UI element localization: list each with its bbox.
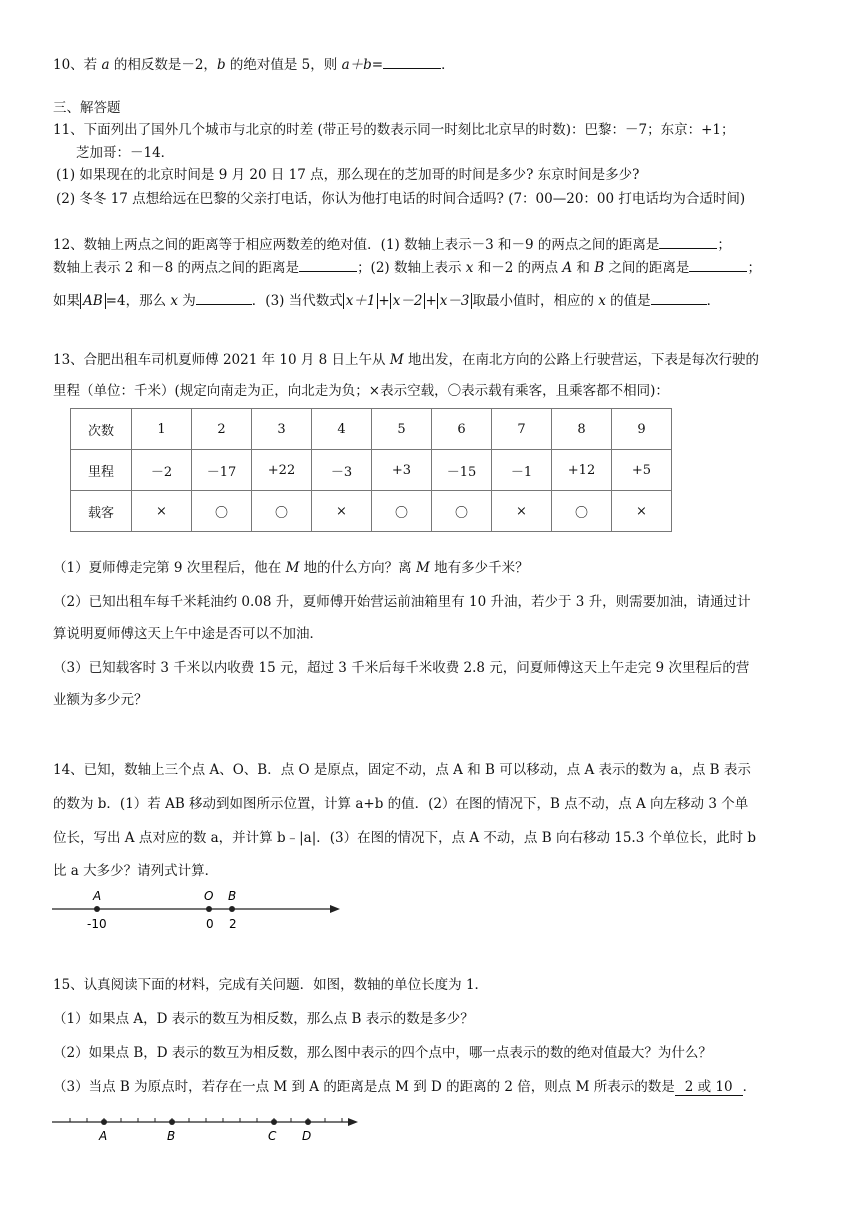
table-cell: × <box>492 491 552 532</box>
q13-point-m: M <box>389 352 404 368</box>
q15-label-d: D <box>302 1129 312 1143</box>
table-cell: 3 <box>252 409 312 450</box>
question-13-sub3-line2: 业额为多少元？ <box>53 692 148 708</box>
q12-text: ． <box>706 293 721 309</box>
table-cell: －15 <box>432 450 492 491</box>
q12-blank-1[interactable] <box>659 234 717 249</box>
table-cell: +22 <box>252 450 312 491</box>
q12-plus: + <box>425 293 437 309</box>
q15-axis-arrow <box>348 1118 358 1126</box>
q12-abs-ab <box>80 293 106 309</box>
q14-axis-arrow <box>330 905 340 913</box>
question-13-sub3-line1: （3）已知载客时 3 千米以内收费 15 元，超过 3 千米后每千米收费 2.8 元，问夏师傅这天上午走完 9 次里程后的营 <box>53 660 750 676</box>
table-cell: 9 <box>612 409 672 450</box>
q10-eq: = <box>371 57 384 73</box>
q12-text: ； <box>717 237 731 253</box>
q12-text: ；(2) 数轴上表示 <box>357 260 466 276</box>
table-cell: 〇 <box>372 491 432 532</box>
q14-label-o: O <box>204 889 214 903</box>
question-12-line3 <box>53 290 720 311</box>
q13-text: 地的什么方向？离 <box>299 560 416 576</box>
question-12-line1 <box>53 234 731 255</box>
table-cell: 〇 <box>252 491 312 532</box>
q14-value-a: -10 <box>87 917 107 931</box>
table-cell: －2 <box>132 450 192 491</box>
table-cell: －3 <box>312 450 372 491</box>
q14-value-b: 2 <box>229 917 237 931</box>
q12-text: ．(3) 当代数式 <box>251 293 343 309</box>
q10-end: ． <box>441 57 455 73</box>
question-12-line2 <box>53 257 761 278</box>
question-15-line1: 15、认真阅读下面的材料，完成有关问题．如图，数轴的单位长度为 1． <box>53 977 489 993</box>
question-14-line3: 位长，写出 A 点对应的数 a，并计算 b﹣|a|．(3）在图的情况下，点 A 不动，点 B 向右移动 15.3 个单位长，此时 b <box>53 830 757 846</box>
q12-plus: + <box>378 293 390 309</box>
q12-text: 取最小值时，相应的 <box>472 293 599 309</box>
q10-text: 的相反数是－2， <box>109 57 217 73</box>
question-11-sub1: (1) 如果现在的北京时间是 9 月 20 日 17 点，那么现在的芝加哥的时间是多少? 东京时间是多少? <box>56 167 640 183</box>
q15-label-a: A <box>99 1129 108 1143</box>
table-cell: 〇 <box>552 491 612 532</box>
q12-abs-2-text: x－2 <box>392 293 423 309</box>
q14-label-b: B <box>228 889 237 903</box>
q13-text: 地有多少千米？ <box>429 560 529 576</box>
q15-label-c: C <box>268 1129 277 1143</box>
q15-text: ． <box>742 1079 757 1095</box>
question-15-sub1: （1）如果点 A，D 表示的数互为相反数，那么点 B 表示的数是多少？ <box>53 1011 474 1027</box>
table-cell: －17 <box>192 450 252 491</box>
question-13-line1 <box>53 350 759 370</box>
q13-text: （1）夏师傅走完第 9 次里程后，他在 <box>53 560 286 576</box>
q12-abs-1 <box>343 293 379 309</box>
q12-text: ； <box>747 260 761 276</box>
q15-point-b <box>169 1119 175 1125</box>
q12-text: 12、数轴上两点之间的距离等于相应两数差的绝对值．(1) 数轴上表示－3 和－9 的两点之间的距离是 <box>53 237 660 253</box>
question-14-line2: 的数为 b．(1）若 AB 移动到如图所示位置，计算 a+b 的值．(2）在图的情况下，B 点不动，点 A 向左移动 3 个单 <box>53 796 749 812</box>
q10-var-a: a <box>101 57 110 73</box>
table-cell: × <box>132 491 192 532</box>
q15-number-line <box>50 1110 370 1144</box>
table-cell: +3 <box>372 450 432 491</box>
q12-point-b: B <box>594 260 605 276</box>
q12-abs-2 <box>390 293 426 309</box>
q14-value-o: 0 <box>206 917 214 931</box>
q12-text: 数轴上表示 2 和－8 的两点之间的距离是 <box>53 260 300 276</box>
q12-text: 如果 <box>53 293 80 309</box>
question-13-sub2-line2: 算说明夏师傅这天上午中途是否可以不加油． <box>53 626 323 642</box>
table-cell: 2 <box>192 409 252 450</box>
q14-point-b <box>229 906 235 912</box>
question-13-sub2-line1: （2）已知出租车每千米耗油约 0.08 升，夏师傅开始营运前油箱里有 10 升油，若少于 3 升，则需要加油，请通过计 <box>53 594 751 610</box>
q15-point-a <box>101 1119 107 1125</box>
q12-ab: AB <box>83 293 103 309</box>
table-cell: 8 <box>552 409 612 450</box>
q10-expr: a＋b <box>341 57 372 73</box>
q13-point-m: M <box>415 560 430 576</box>
q12-text: 的值是 <box>605 293 651 309</box>
table-cell: 〇 <box>192 491 252 532</box>
q10-text: 的绝对值是 5，则 <box>225 57 342 73</box>
section-heading: 三、解答题 <box>53 100 121 116</box>
table-cell: × <box>312 491 372 532</box>
table-cell: +5 <box>612 450 672 491</box>
table-cell: 4 <box>312 409 372 450</box>
q15-point-c <box>271 1119 277 1125</box>
q12-var-x: x <box>170 293 178 309</box>
question-13-sub1 <box>53 558 529 578</box>
question-11-line1: 11、下面列出了国外几个城市与北京的时差 (带正号的数表示同一时刻比北京早的时数)：巴黎：－7；东京：+1； <box>53 122 735 138</box>
question-10 <box>53 54 455 75</box>
question-13-line2: 里程（单位：千米）(规定向南走为正，向北走为负；×表示空载，〇表示载有乘客，且乘客都不相同)： <box>53 383 669 399</box>
question-11-line2: 芝加哥：－14． <box>76 145 175 161</box>
q12-text: 为 <box>178 293 196 309</box>
q12-abs-1-text: x＋1 <box>345 293 376 309</box>
q14-number-line <box>50 884 350 934</box>
table-cell: 1 <box>132 409 192 450</box>
q12-text: 之间的距离是 <box>604 260 690 276</box>
table-cell: 6 <box>432 409 492 450</box>
q12-var-x: x <box>598 293 606 309</box>
question-15-sub2: （2）如果点 B，D 表示的数互为相反数，那么图中表示的四个点中，哪一点表示的数的绝对值最大？为什么？ <box>53 1045 712 1061</box>
table-row <box>71 450 672 491</box>
table-header-cell: 里程 <box>71 450 132 491</box>
q12-text: 和 <box>572 260 595 276</box>
question-15-sub3 <box>53 1077 756 1097</box>
q13-text: 13、合肥出租车司机夏师傅 2021 年 10 月 8 日上午从 <box>53 352 390 368</box>
table-cell: 7 <box>492 409 552 450</box>
q15-point-d <box>305 1119 311 1125</box>
table-row <box>71 409 672 450</box>
q12-point-a: A <box>562 260 573 276</box>
table-header-cell: 载客 <box>71 491 132 532</box>
q12-blank-4[interactable] <box>196 290 252 305</box>
q14-label-a: A <box>93 889 102 903</box>
q12-blank-5[interactable] <box>651 290 707 305</box>
q13-point-m: M <box>285 560 300 576</box>
question-14-line4: 比 a 大多少？请列式计算． <box>53 863 219 879</box>
q10-var-b: b <box>216 57 226 73</box>
table-cell: +12 <box>552 450 612 491</box>
trip-table <box>70 408 672 532</box>
table-cell: －1 <box>492 450 552 491</box>
table-cell: 〇 <box>432 491 492 532</box>
q12-abs-3 <box>437 293 473 309</box>
q12-var-x: x <box>465 260 474 276</box>
q15-answer: 2 或 10 <box>675 1079 743 1096</box>
q12-blank-3[interactable] <box>689 257 747 272</box>
q14-point-a <box>94 906 100 912</box>
q12-abs-3-text: x－3 <box>439 293 470 309</box>
question-11-sub2: (2) 冬冬 17 点想给远在巴黎的父亲打电话，你认为他打电话的时间合适吗? (7：00—20：00 打电话均为合适时间) <box>56 191 746 207</box>
q14-point-o <box>206 906 212 912</box>
table-row <box>71 491 672 532</box>
q15-label-b: B <box>167 1129 176 1143</box>
q15-text: （3）当点 B 为原点时，若存在一点 M 到 A 的距离是点 M 到 D 的距离的 2 倍，则点 M 所表示的数是 <box>53 1079 675 1095</box>
q10-text: 10、若 <box>53 57 102 73</box>
q13-text: 地出发，在南北方向的公路上行驶营运，下表是每次行驶的 <box>403 352 759 368</box>
q12-text: 和－2 的两点 <box>473 260 563 276</box>
q12-text: =4，那么 <box>105 293 171 309</box>
table-cell: × <box>612 491 672 532</box>
q10-answer-blank[interactable] <box>383 54 441 69</box>
q12-blank-2[interactable] <box>299 257 357 272</box>
question-14-line1: 14、已知，数轴上三个点 A、O、B．点 O 是原点，固定不动，点 A 和 B 可以移动，点 A 表示的数为 a，点 B 表示 <box>53 762 751 778</box>
table-cell: 5 <box>372 409 432 450</box>
table-header-cell: 次数 <box>71 409 132 450</box>
